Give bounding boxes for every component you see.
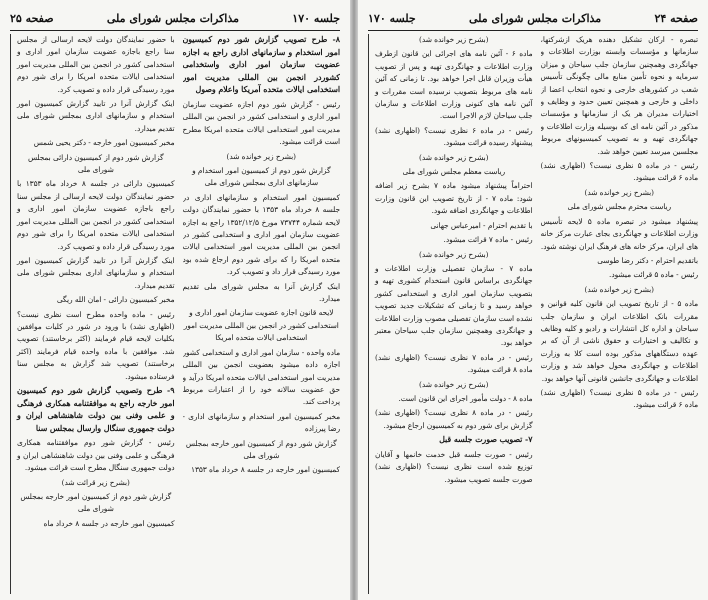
paragraph: ماده ۸ - دولت مأمور اجرای این قانون است. (398, 393, 533, 403)
right-page-session: جلسه ۱۷۰ (368, 11, 416, 25)
paragraph: اینک گزارش آنرا در تایید گزارش کمیسیون امور استخدام و سازمانهای اداری بمجلس شورای ملی تقدیم میدارد. (17, 255, 175, 290)
paragraph: رئیس - در ماده ۵ نظری نیست؟ (اظهاری نشد) ماده ۶ قرائت میشود. (540, 161, 698, 183)
left-page-right-column (183, 34, 341, 594)
left-page-number: صفحه ۲۵ (10, 11, 54, 25)
paragraph: لایحه قانون اجازه عضویت سازمان امور اداری و استخدامی کشور در انجمن بین المللی مدیریت امور استخدامی ایالات متحده امریکا (183, 308, 339, 343)
left-page-title: مذاکرات مجلس شورای ملی (106, 11, 240, 25)
right-page-header (368, 6, 698, 31)
paragraph: رئیس - ماده ۵ قرائت میشود. (609, 270, 698, 280)
right-page-number: صفحه ۲۴ (654, 11, 698, 25)
paragraph: ماده ۶ - آئین نامه های اجرائی این قانون ازطرف وزارت اطلاعات و جهانگردی تهیه و پس از تصویب هیأت وزیران قابل اجرا خواهد بود. تا زمانی که آئین نامه های مربوط بتصویب نرسیده است مقررات و آئین نامه های کنونی وزارت اطلاعات و سازمان جلب سیاحان لازم الاجرا است. (375, 49, 533, 121)
paragraph: کمیسیون امور خارجه در جلسه ۸ خرداد ماه (43, 518, 175, 528)
paragraph: تبصره - ارکان تشکیل دهنده هریک ازشرکتها، سازمانها و مؤسسات وابسته بوزارت اطلاعات و جهانگردی وهمچنین سازمان جلب سیاحان و میزان سرمایه و نحوه تأمین منابع مالی چگونگی تأسیس شعب در کشورهای خارجی و نحوه انتخاب اعضا از داخلی و خارجی و همچنین تعیین حدود و وظایف و اختیارات مدیران هر یک از سازمانها و مؤسسات مذکور در آئین نامه ای که بوسیله وزارت اطلاعات و جهانگردی تهیه و به تصویب کمیسیونهای مربوط مجلسین میرسد تعیین خواهد شد. (540, 35, 698, 156)
right-page (358, 0, 708, 600)
paragraph: کمیسیون امور استخدام و سازمانهای اداری در جلسه ۸ خرداد ماه ۱۳۵۳ با حضور نمایندگان دولت لایحه شماره ۷۳۷۴۴ مورخ ۱۳۵۲/۱۲/۵ راجع به اجازه عضویت سازمان امور اداری و استخدامی کشور در انجمن بین المللی مدیریت امور استخدامی ایالات متحده امریکا را که برای شور دوم ارجاع شده بود مورد رسیدگی قرار داد و تصویب کرد. (182, 192, 340, 277)
paragraph: (بشرح زیر خوانده شد) (584, 187, 654, 197)
paragraph: (بشرح زیر خوانده شد) (419, 35, 489, 44)
paragraph: اینک گزارش آنرا در تایید گزارش کمیسیون امور استخدام و سازمانهای اداری بمجلس شورای ملی تقدیم میدارد. (17, 99, 175, 133)
paragraph: ماده واحده - سازمان امور اداری و استخدامی کشور اجازه داده میشود بعضویت انجمن بین المللی مدیریت امور استخدامی ایالات متحده امریکا درآید و حق عضویت سالانه خود را از اعتبارات مربوط پرداخت کند. (182, 347, 340, 407)
paragraph: رئیس - گزارش شور دوم موافقتنامه همکاری فرهنگی و علمی وفنی بین دولت شاهنشاهی ایران و دولت جمهوری سنگال مطرح است قرائت میشود. (17, 438, 175, 473)
paragraph: ماده ۵ - از تاریخ تصویب این قانون کلیه قوانین و مقررات بانک اطلاعات ایران و سازمان جلب سیاحان و اداره کل انتشارات و رادیو و کلیه وظایف و تکالیف و اختیارات و حقوق ناشی از آن که بر عهده دستگاههای مذکور بوده است کلا به وزارت اطلاعات و جهانگردی محول خواهد شد و وزارت اطلاعات و جهانگردی جانشین قانونی آنها خواهد بود. (540, 299, 698, 383)
book-gutter (350, 0, 358, 600)
paragraph: رئیس - در ماده ۸ نظری نیست؟ (اظهاری نشد) گزارش برای شور دوم به کمیسیون ارجاع میشود. (375, 408, 533, 430)
paragraph: گزارش شور دوم از کمیسیون امور خارجه بمجلس شورای ملی (185, 438, 337, 460)
section-heading: ۸- طرح تصویب گزارش شور دوم کمیسیون امور استخدام و سازمانهای اداری راجع به اجازه عضویت سازمان امور اداری واستخدامی کشوردر انجمن بین المللی مدیریت امور استخدامی ایالات متحده آمریکا واعلام وصول (182, 35, 340, 95)
paragraph: احتراماً پیشنهاد میشود ماده ۷ بشرح زیر اضافه شود: ماده ۷ - از تاریخ تصویب این قانون وزارت اطلاعات و جهانگردی اضافه شود. (375, 181, 533, 216)
paragraph: با تقدیم احترام - امیرعباس جهانی (430, 220, 533, 230)
paragraph: (بشرح زیر خوانده شد) (419, 152, 489, 162)
paragraph: (بشرح زیر قرائت شد) (61, 477, 130, 487)
paragraph: کمیسیون دارائی در جلسه ۸ خرداد ماه ۱۳۵۳ با حضور نمایندگان دولت لایحه ارسالی از مجلس سنا راجع باجازه عضویت سازمان امور اداری و استخدامی کشور در انجمن بین المللی مدیریت امور استخدامی ایالات متحده امریکا را برای شور دوم مورد رسیدگی قرار داده و تصویب کرد. (17, 179, 175, 251)
paragraph: (بشرح زیر خوانده شد) (226, 151, 296, 161)
paragraph: گزارش شور دوم از کمیسیون امور استخدام و سازمانهای اداری بمجلس شورای ملی (192, 166, 331, 188)
left-page (0, 0, 350, 600)
left-page-session: جلسه ۱۷۰ (292, 11, 340, 25)
paragraph: پیشنهاد میشود در تبصره ماده ۵ لایحه تأسیس وزارت اطلاعات و جهانگردی بجای عبارت مرکز خانه های ایران، مرکز خانه های فرهنگ ایران نوشته شود. (540, 216, 698, 251)
paragraph: (بشرح زیر خوانده شد) (584, 284, 654, 294)
paragraph: رئیس - گزارش شور دوم اجازه عضویت سازمان امور اداری و استخدامی کشور در انجمن بین المللی مدیریت امور استخدامی ایالات متحده امریکا مطرح است قرائت میشود. (182, 99, 340, 147)
paragraph: ریاست محترم مجلس شورای ملی (567, 202, 672, 212)
paragraph: رئیس - صورت جلسه قبل خدمت خانمها و آقایان توزیع شده است نظری نیست؟ (اظهاری نشد) صورت جلسه تصویب میشود. (375, 449, 533, 484)
right-page-columns (368, 34, 698, 594)
paragraph: گزارش شور دوم از کمیسیون امور خارجه بمجلس شورای ملی (20, 491, 172, 514)
right-page-right-column (541, 34, 699, 594)
left-page-columns (10, 34, 340, 594)
paragraph: کمیسیون امور خارجه در جلسه ۸ خرداد ماه ۱۳۵۳ (191, 465, 340, 475)
paragraph: رئیس - ماده ۷ قرائت میشود. (443, 235, 533, 245)
paragraph: ریاست معظم مجلس شورای ملی (402, 167, 505, 177)
paragraph: مخبر کمیسیون امور استخدام و سازمانهای اداری - رضا پیرزاده (182, 411, 340, 434)
paragraph: مخبر کمیسیون دارائی - امان الله ریگی (56, 295, 175, 305)
paragraph: اینک گزارش آنرا به مجلس شورای ملی تقدیم میدارد. (182, 281, 340, 304)
paragraph: مخبر کمیسیون امور خارجه - دکتر یحیی شمس (33, 138, 175, 148)
paragraph: ماده ۷ - سازمان تفصیلی وزارت اطلاعات و جهانگردی براساس قانون استخدام کشوری تهیه و بتصویب سازمان امور اداری و استخدامی کشور خواهد رسید و تا زمانی که تشکیلات جدید تصویب نشده است سازمان تفصیلی مصوب وزارت اطلاعات و جهانگردی وهمچنین سازمان جلب سیاحان معتبر خواهد بود. (375, 263, 533, 348)
right-page-title: مذاکرات مجلس شورای ملی (469, 11, 602, 25)
right-page-left-column (368, 34, 533, 594)
section-heading: ۷- تصویب صورت جلسه قبل (439, 435, 533, 445)
paragraph: باتقدیم احترام - دکتر رضا طوسی (597, 255, 698, 265)
section-heading: ۹- طرح وتصویب گزارش شور دوم کمیسیون امور خارجه راجع به موافقتنامه همکاری فرهنگی و علمی وفنی بین دولت شاهنشاهی ایران و دولت جمهوری سنگال وارسال بمجلس سنا (17, 385, 175, 433)
paragraph: رئیس - در ماده ۷ نظری نیست؟ (اظهاری نشد) ماده ۸ قرائت میشود. (375, 352, 533, 375)
paragraph: (بشرح زیر خوانده شد) (419, 249, 489, 259)
paragraph: رئیس - ماده واحده مطرح است نظری نیست؟ (اظهاری نشد) با ورود در شور در کلیات موافقین بکلیات لایحه قیام فرمایند (اکثر برخاستند) تصویب شد. موافقین با ماده واحده قیام فرمایند (اکثر برخاستند) تصویب شد گزارش به مجلس سنا فرستاده میشود. (17, 309, 175, 381)
paragraph: رئیس - در ماده ۶ نظری نیست؟ (اظهاری نشد) پیشنهاد رسیده قرائت میشود. (375, 125, 533, 148)
paragraph: با حضور نمایندگان دولت لایحه ارسالی از مجلس سنا راجع باجازه عضویت سازمان امور اداری و استخدامی کشور در انجمن بین المللی مدیریت امور استخدامی ایالات متحده امریکا را برای شور دوم مورد رسیدگی قرار داده و تصویب کرد. (17, 35, 175, 94)
paragraph: گزارش شور دوم از کمیسیون دارائی بمجلس شورای ملی (28, 152, 164, 175)
left-page-header (10, 6, 340, 31)
left-page-left-column (10, 34, 175, 594)
paragraph: (بشرح زیر خوانده شد) (419, 379, 489, 389)
paragraph: رئیس - در ماده ۵ نظری نیست؟ (اظهاری نشد) ماده ۶ قرائت میشود. (540, 387, 698, 410)
